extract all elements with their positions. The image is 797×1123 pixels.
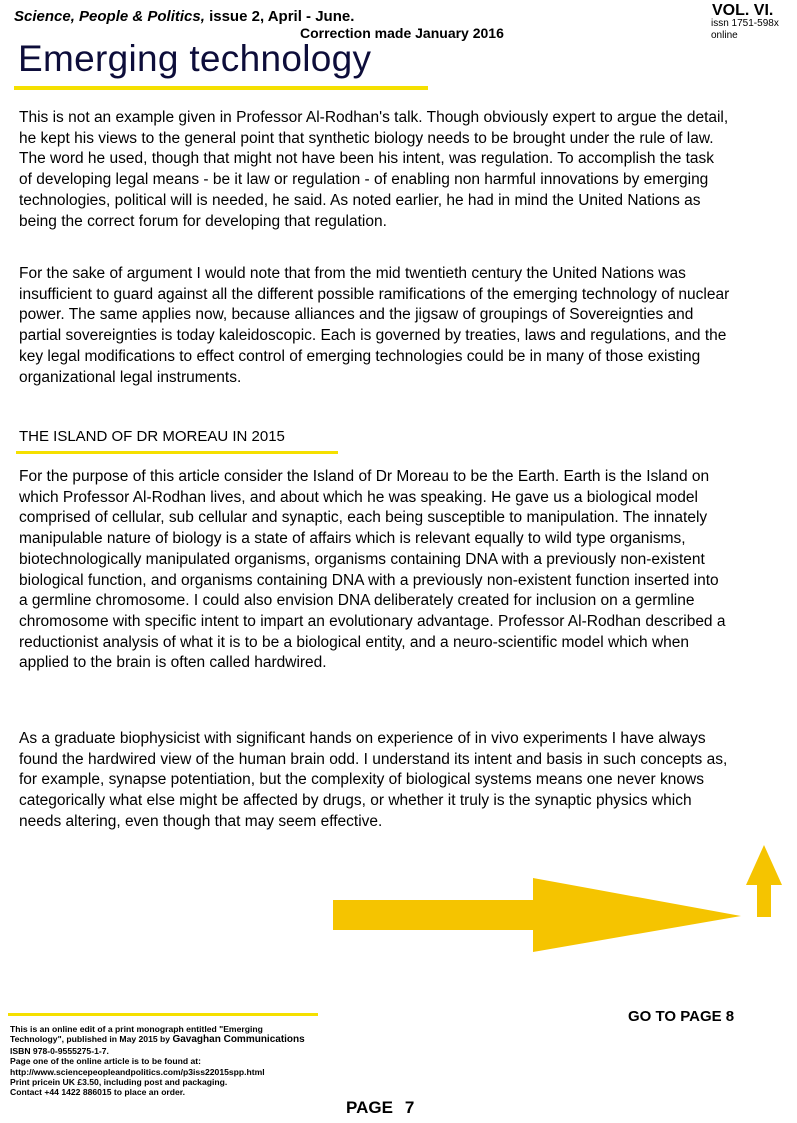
publisher-name: Gavaghan Communications	[172, 1034, 305, 1046]
footer-price: Print pricein UK £3.50, including post and packaging.	[10, 1077, 228, 1088]
footer-line: Page one of the online article is to be found at:	[10, 1056, 201, 1067]
paragraph-2: For the sake of argument I would note that from the mid twentieth century the United Nations was insufficient to guard against all the different possible ramifications of the emerging technology of nuclear power. The same applies now, because alliances and the jigsaw of groupings of Sovereignties and partial sovereignties is today kaleidoscopic. Each is governed by treaties, laws and regulations, and the key legal modifications to effect control of emerging technologies could be in many of those existing organizational legal instruments.	[19, 265, 730, 386]
section-underline	[16, 451, 338, 454]
page-title: Emerging technology	[18, 38, 372, 79]
paragraph-3: For the purpose of this article consider the Island of Dr Moreau to be the Earth. Earth is the Island on which Professor Al-Rodhan lives, and about which he was speaking. He gave us a biological model comprised of cellular, sub cellular and synaptic, each being susceptible to manipulation. The innately manipulable nature of biology is a state of affairs which is relevant equally to wild type organisms, biotechnologically manipulated organisms, organisms containing DNA with a previously non-existent biological function, and organisms containing DNA with a previously non-existent function inserted into a germline chromosome. I could also envision DNA deliberately created for inclusion on a germline chromosome with specific intent to impart an evolutionary advantage. Professor Al-Rodhan described a reductionist analysis of what it is to be a biological entity, and a neuro-scientific model which when applied to the brain is often called hardwired.	[19, 468, 726, 672]
journal-name: Science, People & Politics,	[14, 8, 205, 25]
footer-contact: Contact +44 1422 886015 to place an order.	[10, 1087, 186, 1098]
go-to-page-link[interactable]: GO TO PAGE 8	[628, 1008, 735, 1025]
volume-label: VOL. VI.	[712, 2, 774, 19]
page-number-value: 7	[404, 1098, 415, 1117]
arrow-up-icon[interactable]	[744, 845, 784, 919]
issue-info: issue 2, April - June.	[204, 8, 355, 25]
footer-line: This is an online edit of a print monograph entitled "Emerging	[10, 1024, 263, 1034]
footer-line: Technology", published in May 2015 by Gavaghan Communications	[10, 1034, 305, 1046]
arrow-right-icon[interactable]	[333, 878, 743, 954]
issn-number: issn 1751-598x	[711, 18, 779, 29]
paragraph-4: As a graduate biophysicist with significant hands on experience of in vivo experiments I have always found the hardwired view of the human brain odd. I understand its intent and basis in such concepts as, for example, synapse potentiation, but the complexity of biological systems means one never knows categorically what else might be affected by drugs, or whether it truly is the synaptic physics which needs altering, even though that may seem effective.	[19, 730, 728, 830]
page-label: PAGE	[346, 1098, 393, 1117]
footer-url[interactable]: http://www.sciencepeopleandpolitics.com/p3iss22015spp.html	[10, 1066, 265, 1077]
issn-block	[711, 18, 791, 42]
footer-divider	[8, 1013, 318, 1016]
section-heading: THE ISLAND OF DR MOREAU IN 2015	[19, 428, 285, 445]
online-label: online	[711, 30, 738, 41]
paragraph-1: This is not an example given in Professor Al-Rodhan's talk. Though obviously expert to argue the detail, he kept his views to the general point that synthetic biology needs to be brought under the rule of law. The word he used, though that might not have been his intent, was regulation. To accomplish the task of developing legal means - be it law or regulation - of enabling non harmful innovations by emerging technologies, political will is needed, he said. As noted earlier, he had in mind the United Nations as being the correct forum for developing that regulation.	[19, 109, 729, 230]
footer-isbn: ISBN 978-0-9555275-1-7.	[10, 1045, 109, 1056]
journal-header	[14, 8, 354, 25]
title-underline	[14, 86, 428, 90]
correction-note: Correction made January 2016	[300, 25, 504, 41]
page-number	[346, 1098, 414, 1118]
footer-notes	[10, 1024, 330, 1098]
